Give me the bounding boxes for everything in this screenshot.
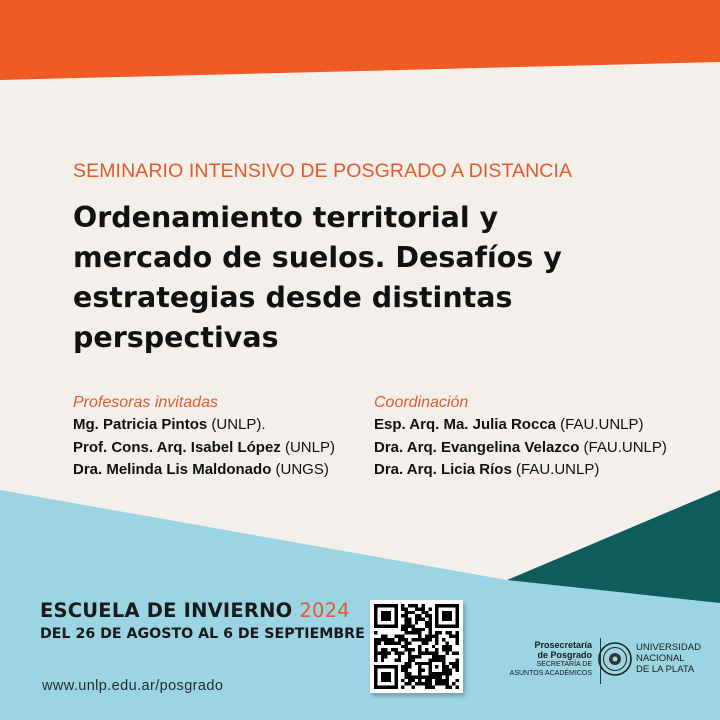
coordinator-item — [374, 459, 667, 482]
professor-affiliation: (UNLP). — [207, 416, 266, 433]
university-seal-icon — [597, 641, 633, 677]
qr-code[interactable] — [370, 600, 463, 693]
secretaria-line: SECRETARÍA DE — [536, 661, 592, 668]
seminar-type: SEMINARIO INTENSIVO DE POSGRADO A DISTANCIA — [73, 160, 573, 182]
professor-affiliation: (UNGS) — [271, 461, 329, 478]
invited-professors-heading: Profesoras invitadas — [73, 394, 218, 411]
school-year: 2024 — [299, 599, 350, 622]
school-name: ESCUELA DE INVIERNO — [40, 599, 293, 622]
coordinator-name: Dra. Arq. Evangelina Velazco — [374, 438, 580, 456]
professor-name: Dra. Melinda Lis Maldonado — [73, 461, 272, 478]
prosecretaria-line: de Posgrado — [537, 650, 592, 660]
title-line: Ordenamiento territorial y — [73, 201, 499, 234]
professor-affiliation: (UNLP) — [280, 438, 335, 456]
prosecretaria-line: Prosecretaría — [534, 640, 592, 650]
professor-item — [73, 459, 335, 482]
coordinator-affiliation: (FAU.UNLP) — [556, 416, 644, 433]
professor-name: Mg. Patricia Pintos — [73, 416, 208, 433]
coordination-heading: Coordinación — [374, 394, 469, 411]
unlp-line: NACIONAL — [636, 652, 685, 664]
professor-name: Prof. Cons. Arq. Isabel López — [73, 438, 281, 456]
professor-item — [73, 414, 335, 437]
title-line: mercado de suelos. Desafíos y — [73, 241, 562, 274]
title-line: estrategias desde distintas — [73, 281, 513, 314]
coordinator-item — [374, 414, 667, 437]
school-title — [40, 599, 350, 622]
coordinator-name: Dra. Arq. Licia Ríos — [374, 461, 512, 478]
unlp-line: UNIVERSIDAD — [636, 642, 701, 653]
prosecretaria-logo — [470, 640, 592, 678]
event-dates: DEL 26 DE AGOSTO AL 6 DE SEPTIEMBRE — [40, 626, 365, 642]
page-title — [73, 198, 633, 358]
invited-professors-section — [73, 394, 335, 482]
coordinator-affiliation: (FAU.UNLP) — [579, 438, 667, 456]
coordinator-affiliation: (FAU.UNLP) — [511, 461, 600, 478]
coordinator-item — [374, 437, 667, 460]
website-url[interactable]: www.unlp.edu.ar/posgrado — [42, 678, 224, 694]
unlp-line: DE LA PLATA — [636, 663, 695, 675]
coordination-section — [374, 394, 667, 482]
coordinator-name: Esp. Arq. Ma. Julia Rocca — [374, 416, 556, 433]
secretaria-line: ASUNTOS ACADÉMICOS — [509, 670, 592, 677]
title-line: perspectivas — [73, 321, 279, 354]
qr-code-icon — [374, 604, 459, 689]
professor-item — [73, 437, 335, 460]
unlp-logo-text — [636, 643, 701, 675]
